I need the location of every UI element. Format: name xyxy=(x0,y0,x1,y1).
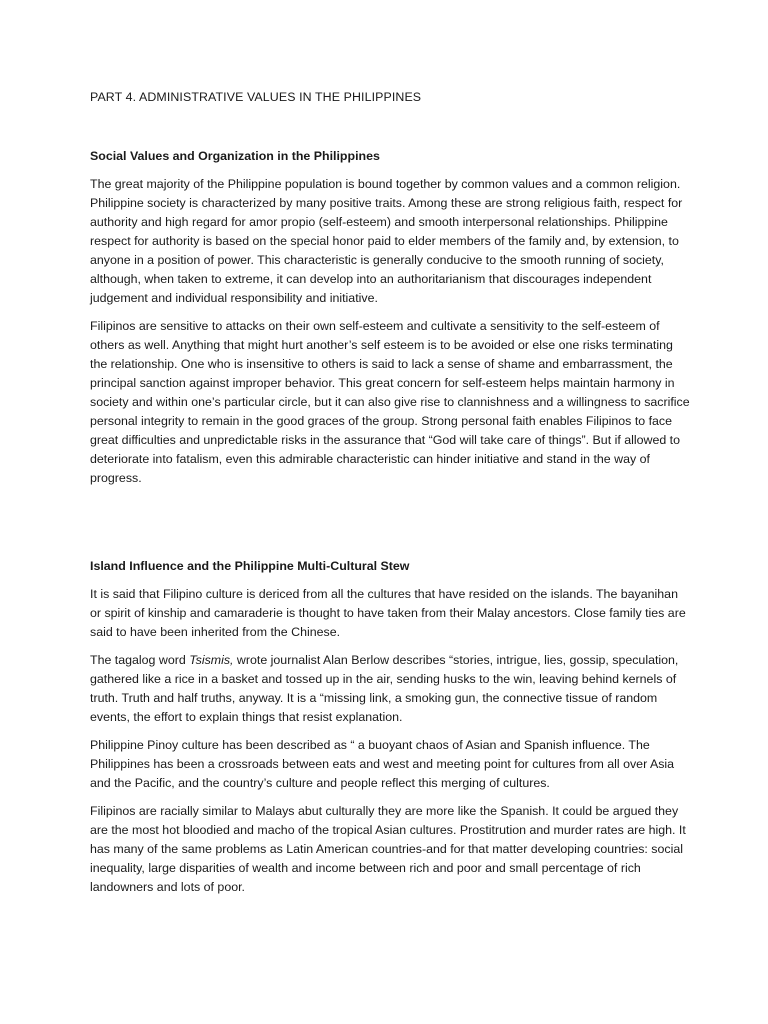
paragraph: It is said that Filipino culture is dericed from all the cultures that have resided on the islands. The bayanihan or spirit of kinship and camaraderie is thought to have taken from their Malay ancestors. Close family ties are said to have been inherited from the Chinese. xyxy=(90,587,686,639)
paragraph: Filipinos are racially similar to Malays abut culturally they are more like the Spanish. It could be argued they are the most hot bloodied and macho of the tropical Asian cultures. Prostitrution and murder rates are high. It has many of the same problems as Latin American countries-and for that matter developing countries: social inequality, large disparities of wealth and income between rich and poor and small percentage of rich landowners and lots of poor. xyxy=(90,804,686,894)
paragraph-text: wrote journalist Alan Berlow describes “stories, intrigue, lies, gossip, speculation, gathered like a rice in a basket and tossed up in the air, sending husks to the win, leaving behind kernels of truth. Truth and half truths, anyway. It is a “missing link, a smoking gun, the connective tissue of random events, the effort to explain things that resist explanation. xyxy=(90,653,679,724)
paragraph-tsismis xyxy=(90,651,690,727)
paragraph: Philippine Pinoy culture has been described as “ a buoyant chaos of Asian and Spanish influence. The Philippines has been a crossroads between eats and west and meeting point for cultures from all over Asia and the Pacific, and the country’s culture and people reflect this merging of cultures. xyxy=(90,738,675,790)
paragraph: Filipinos are sensitive to attacks on their own self-esteem and cultivate a sensitivity to the self-esteem of others as well. Anything that might hurt another’s self esteem is to be avoided or else one risks terminating the relationship. One who is insensitive to others is said to lack a sense of shame and embarrassment, the principal sanction against improper behavior. This great concern for self-esteem helps maintain harmony in society and within one’s particular circle, but it can also give rise to clannishness and a willingness to sacrifice personal integrity to remain in the good graces of the group. Strong personal faith enables Filipinos to face great difficulties and unpredictable risks in the assurance that “God will take care of things”. But if allowed to deteriorate into fatalism, even this admirable characteristic can hinder initiative and stand in the way of progress. xyxy=(90,319,690,485)
section-heading-island-influence: Island Influence and the Philippine Multi-Cultural Stew xyxy=(90,559,410,573)
paragraph-text: The tagalog word xyxy=(90,653,190,667)
paragraph: The great majority of the Philippine population is bound together by common values and a common religion. Philippine society is characterized by many positive traits. Among these are strong religious faith, respect for authority and high regard for amor propio (self-esteem) and smooth interpersonal relationships. Philippine respect for authority is based on the special honor paid to elder members of the family and, by extension, to anyone in a position of power. This characteristic is generally conducive to the smooth running of society, although, when taken to extreme, it can develop into an authoritarianism that discourages independent judgement and individual responsibility and initiative. xyxy=(90,177,683,305)
section-heading-social-values: Social Values and Organization in the Philippines xyxy=(90,149,380,163)
part-title: PART 4. ADMINISTRATIVE VALUES IN THE PHILIPPINES xyxy=(90,90,422,104)
italic-term: Tsismis, xyxy=(189,653,234,667)
section-spacer xyxy=(90,497,690,557)
document-page xyxy=(90,88,690,906)
